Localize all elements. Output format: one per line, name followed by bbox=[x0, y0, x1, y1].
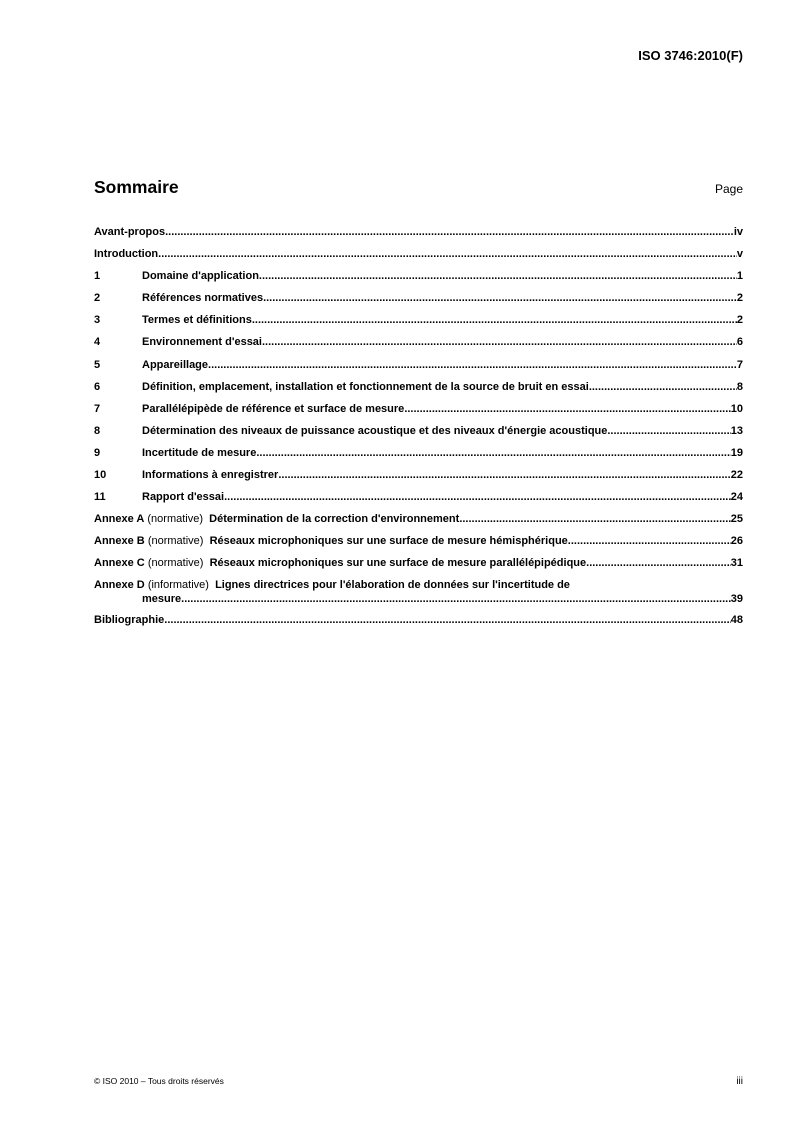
toc-entry-number: 6 bbox=[94, 380, 101, 393]
toc-leader bbox=[589, 379, 737, 395]
toc-leader bbox=[224, 489, 731, 505]
toc-entry-page: 25 bbox=[730, 513, 743, 526]
toc-entry[interactable] bbox=[94, 445, 743, 467]
toc-leader bbox=[181, 592, 731, 606]
page-number: iii bbox=[736, 1076, 743, 1087]
toc-entry-label: Domaine d'application bbox=[142, 270, 259, 283]
toc-entry[interactable] bbox=[94, 467, 743, 489]
toc-entry-page: 10 bbox=[730, 402, 743, 415]
toc-entry-page: 2 bbox=[736, 292, 743, 305]
toc-leader bbox=[586, 555, 731, 571]
toc-annex-type: (informative) bbox=[147, 578, 209, 591]
toc-leader bbox=[568, 533, 731, 549]
toc-entry-annex[interactable] bbox=[94, 555, 743, 577]
toc-annex-prefix: Annexe C bbox=[94, 557, 145, 570]
toc-leader bbox=[404, 401, 730, 417]
toc-entry-label: Environnement d'essai bbox=[142, 336, 262, 349]
toc-entry-label: Références normatives bbox=[142, 292, 264, 305]
toc-entry-label: Détermination de la correction d'environnement bbox=[209, 513, 460, 526]
toc-entry-label: Termes et définitions bbox=[142, 314, 252, 327]
toc-entry-page: 1 bbox=[736, 270, 743, 283]
toc-entry-number: 4 bbox=[94, 336, 101, 349]
toc-leader bbox=[208, 357, 737, 373]
copyright-notice: © ISO 2010 – Tous droits réservés bbox=[94, 1076, 224, 1086]
toc-entry-page: 19 bbox=[730, 446, 743, 459]
toc-leader bbox=[256, 445, 730, 461]
toc-entry-page: 39 bbox=[730, 592, 743, 605]
toc-leader bbox=[158, 246, 737, 262]
toc-entry-number: 5 bbox=[94, 358, 101, 371]
document-code: ISO 3746:2010(F) bbox=[638, 48, 743, 63]
toc-entry-number: 9 bbox=[94, 446, 101, 459]
toc-annex-prefix: Annexe A bbox=[94, 513, 145, 526]
toc-entry-page: 26 bbox=[730, 535, 743, 548]
toc-entry[interactable] bbox=[94, 489, 743, 511]
toc-entry-label: Parallélépipède de référence et surface de mesure bbox=[142, 402, 405, 415]
toc-entry-label: Définition, emplacement, installation et fonctionnement de la source de bruit en essai bbox=[142, 380, 589, 393]
toc-leader bbox=[165, 224, 734, 240]
toc-entry-page: 6 bbox=[736, 336, 743, 349]
toc-entry-label: Rapport d'essai bbox=[142, 491, 225, 504]
toc-entry-page: iv bbox=[733, 226, 743, 238]
toc-entry[interactable] bbox=[94, 423, 743, 445]
toc-entry-number: 1 bbox=[94, 270, 101, 283]
toc-leader bbox=[459, 511, 730, 527]
toc-entry-label: Introduction bbox=[94, 248, 159, 261]
toc-annex-prefix: Annexe D bbox=[94, 578, 145, 591]
toc-title-row bbox=[94, 177, 743, 198]
toc-title: Sommaire bbox=[94, 177, 179, 197]
toc-leader bbox=[262, 334, 737, 350]
toc-entry-number: 10 bbox=[94, 469, 107, 482]
toc-annex-type: (normative) bbox=[147, 557, 204, 570]
toc-entry[interactable] bbox=[94, 224, 743, 246]
toc-entry[interactable] bbox=[94, 290, 743, 312]
toc-entry-page: 7 bbox=[736, 358, 743, 371]
toc-entry[interactable] bbox=[94, 401, 743, 423]
toc-entry-annex[interactable] bbox=[94, 511, 743, 533]
toc-entry-page: 8 bbox=[736, 380, 743, 393]
toc-entry[interactable] bbox=[94, 612, 743, 634]
toc-annex-type: (normative) bbox=[147, 535, 204, 548]
toc-leader bbox=[164, 612, 730, 628]
toc-entry-number: 11 bbox=[94, 491, 106, 504]
toc-entry-number: 7 bbox=[94, 402, 101, 415]
toc-entry-label: Bibliographie bbox=[94, 613, 165, 626]
toc-entry-annex[interactable] bbox=[94, 578, 743, 612]
toc-page-label: Page bbox=[714, 182, 743, 196]
toc-entry-label: Réseaux microphoniques sur une surface de mesure hémisphérique bbox=[209, 535, 568, 548]
toc-entry-label: Appareillage bbox=[142, 358, 209, 371]
toc-leader bbox=[278, 467, 730, 483]
toc-entry-label: Incertitude de mesure bbox=[142, 446, 257, 459]
toc-entry-label: Avant-propos bbox=[94, 226, 166, 238]
toc-entry-label: Lignes directrices pour l'élaboration de données sur l'incertitude de bbox=[215, 578, 570, 591]
toc-leader bbox=[607, 423, 730, 439]
toc-entry-page: 31 bbox=[730, 557, 743, 570]
toc-leader bbox=[259, 268, 737, 284]
toc-entry-label: Réseaux microphoniques sur une surface de mesure parallélépipédique bbox=[209, 557, 587, 570]
toc-entry[interactable] bbox=[94, 357, 743, 379]
toc-entry-number: 8 bbox=[94, 424, 101, 437]
toc-annex-type: (normative) bbox=[147, 513, 204, 526]
toc-entry[interactable] bbox=[94, 312, 743, 334]
toc-leader bbox=[263, 290, 737, 306]
toc-entry[interactable] bbox=[94, 334, 743, 356]
toc-entry-page: 48 bbox=[730, 613, 743, 626]
toc-entry-annex[interactable] bbox=[94, 533, 743, 555]
toc-leader bbox=[252, 312, 737, 328]
toc-entry[interactable] bbox=[94, 268, 743, 290]
toc-entry-number: 2 bbox=[94, 292, 101, 305]
toc-entry[interactable] bbox=[94, 246, 743, 268]
page-footer bbox=[94, 1076, 743, 1087]
toc-annex-prefix: Annexe B bbox=[94, 535, 145, 548]
toc-entry-page: 24 bbox=[730, 491, 743, 504]
toc-entry-page: 22 bbox=[730, 469, 743, 482]
toc-entry-number: 3 bbox=[94, 314, 101, 327]
toc-entry-page: v bbox=[736, 248, 743, 261]
table-of-contents bbox=[94, 224, 743, 634]
toc-entry-page: 13 bbox=[730, 424, 743, 437]
toc-entry-label: Informations à enregistrer bbox=[142, 469, 279, 482]
toc-entry-label-continued: mesure bbox=[142, 592, 182, 605]
toc-entry-page: 2 bbox=[736, 314, 743, 327]
toc-entry-label: Détermination des niveaux de puissance acoustique et des niveaux d'énergie acoustique bbox=[142, 424, 608, 437]
toc-entry[interactable] bbox=[94, 379, 743, 401]
